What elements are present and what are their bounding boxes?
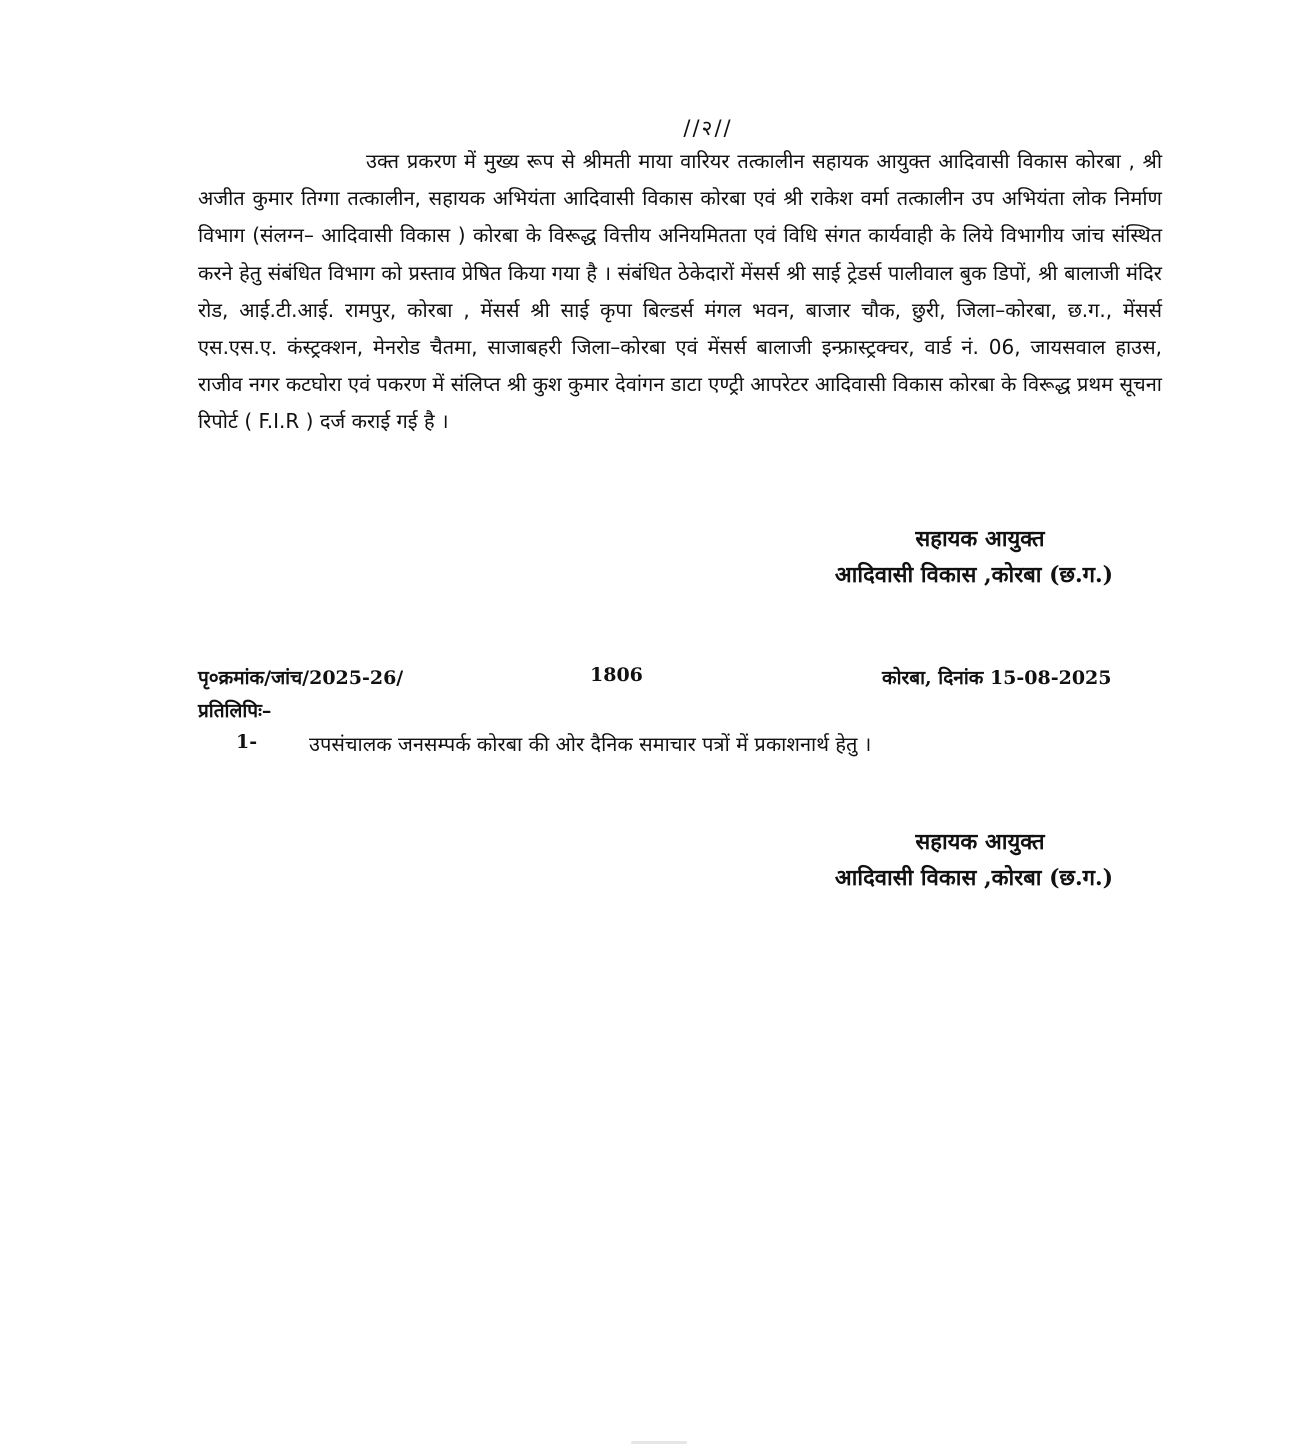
- body-paragraph: उक्त प्रकरण में मुख्य रूप से श्रीमती माया वारियर तत्कालीन सहायक आयुक्त आदिवासी विकास कोरबा , श्री अजीत कुमार तिग्गा तत्कालीन, सहायक अभियंता आदिवासी विकास कोरबा एवं श्री राकेश वर्मा तत्कालीन उप अभियंता लोक निर्माण विभाग (संलग्न– आदिवासी विकास ) कोरबा के विरूद्ध वित्तीय अनियमितता एवं विधि संगत कार्यवाही के लिये विभागीय जांच संस्थित करने हेतु संबंधित विभाग को प्रस्ताव प्रेषित किया गया है । संबंधित ठेकेदारों मेंसर्स श्री साई ट्रेडर्स पालीवाल बुक डिपों, श्री बालाजी मंदिर रोड, आई.टी.आई. रामपुर, कोरबा , मेंसर्स श्री साई कृपा बिल्डर्स मंगल भवन, बाजार चौक, छुरी, जिला–कोरबा, छ.ग., मेंसर्स एस.एस.ए. कंस्ट्रक्शन, मेनरोड चैतमा, साजाबहरी जिला–कोरबा एवं मेंसर्स बालाजी इन्फ्रास्ट्रक्चर, वार्ड नं. 06, जायसवाल हाउस, राजीव नगर कटघोरा एवं पकरण में संलिप्त श्री कुश कुमार देवांगन डाटा एण्ट्री आपरेटर आदिवासी विकास कोरबा के विरूद्ध प्रथम सूचना रिपोर्ट ( F.I.R ) दर्ज कराई गई है ।: [198, 149, 1162, 434]
- signature-designation: सहायक आयुक्त: [915, 829, 1045, 855]
- copy-item-text: उपसंचालक जनसम्पर्क कोरबा की ओर दैनिक समाचार पत्रों में प्रकाशनार्थ हेतु ।: [309, 732, 872, 756]
- signature-block-2: [815, 824, 1133, 896]
- signature-designation: सहायक आयुक्त: [915, 526, 1045, 552]
- page-number: //२//: [683, 116, 733, 140]
- signature-office: आदिवासी विकास ,कोरबा (छ.ग.): [834, 562, 1114, 588]
- signature-office: आदिवासी विकास ,कोरबा (छ.ग.): [834, 865, 1114, 891]
- place-date: कोरबा, दिनांक 15-08-2025: [882, 667, 1112, 689]
- copy-to-label: प्रतिलिपिः–: [198, 700, 272, 722]
- reference-number: पृ०क्रमांक/जांच/2025-26/: [198, 667, 404, 689]
- dispatch-number: 1806: [590, 664, 643, 686]
- signature-block-1: [815, 521, 1133, 593]
- copy-item-number: 1-: [236, 731, 258, 753]
